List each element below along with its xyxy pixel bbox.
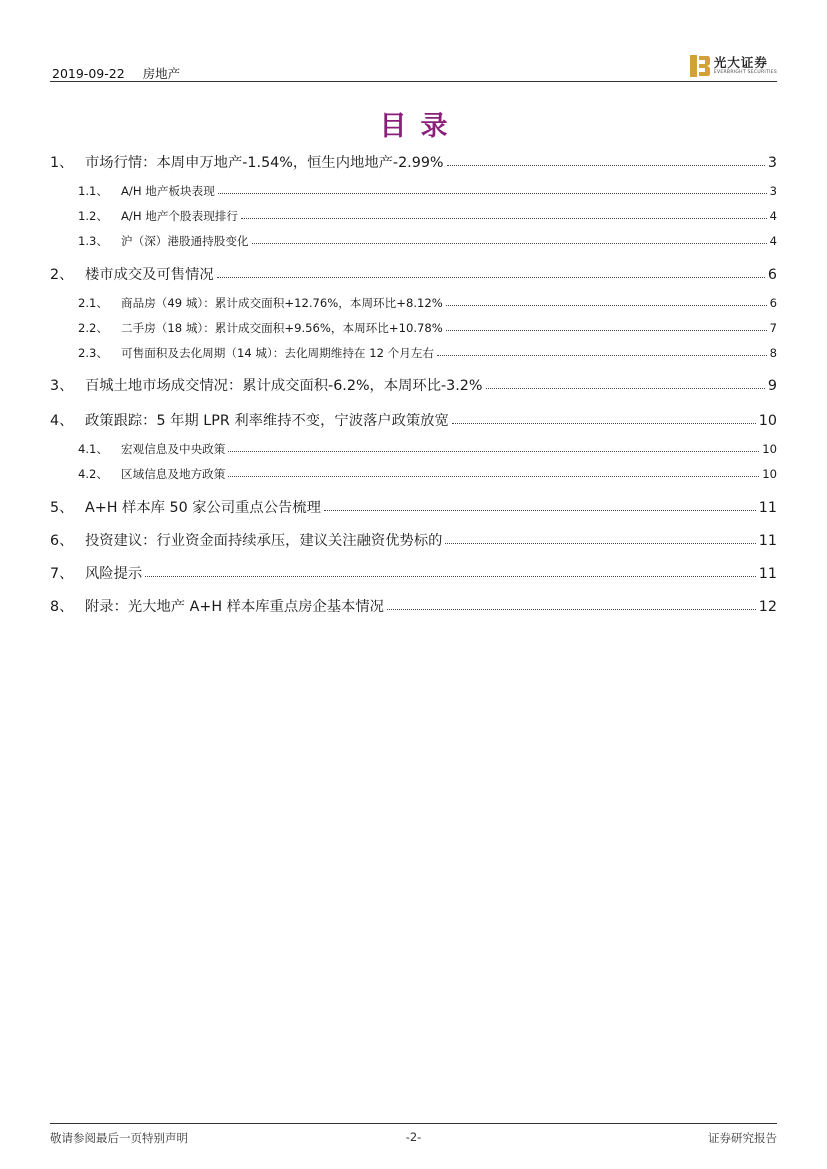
toc-dot-leader — [486, 387, 765, 389]
toc-entry[interactable] — [50, 442, 777, 457]
toc-entry-number: 4.2、 — [78, 467, 109, 481]
toc-entry-number: 1.2、 — [78, 209, 109, 223]
page-title: 目录 — [379, 111, 462, 142]
toc-entry[interactable] — [50, 154, 777, 172]
toc-entry-page[interactable]: 8 — [769, 346, 777, 360]
toc-entry-number: 2.2、 — [78, 321, 109, 335]
toc-dot-leader — [387, 608, 756, 610]
toc-entry-number: 1.1、 — [78, 184, 109, 198]
footer-disclaimer: 敬请参阅最后一页特别声明 — [50, 1131, 188, 1145]
toc-entry-number: 2.1、 — [78, 296, 109, 310]
toc-entry-page[interactable]: 6 — [769, 296, 777, 310]
toc-entry-label[interactable]: A/H 地产个股表现排行 — [121, 209, 238, 223]
toc-entry-label[interactable]: 市场行情：本周申万地产-1.54%，恒生内地地产-2.99% — [85, 155, 444, 171]
toc-entry[interactable] — [50, 346, 777, 361]
toc-entry-number: 4.1、 — [78, 442, 109, 456]
toc-entry-page[interactable]: 12 — [758, 599, 777, 615]
toc-entry-label[interactable]: 楼市成交及可售情况 — [85, 267, 214, 283]
toc-entry[interactable] — [50, 296, 777, 311]
toc-entry-page[interactable]: 10 — [758, 413, 777, 429]
toc-dot-leader — [252, 242, 767, 244]
toc-entry-number: 4、 — [50, 413, 74, 429]
toc-entry-page[interactable]: 4 — [769, 209, 777, 223]
toc-entry-page[interactable]: 3 — [767, 155, 777, 171]
toc-entry[interactable] — [50, 184, 777, 199]
toc-entry-page[interactable]: 9 — [767, 378, 777, 394]
toc-entry[interactable] — [50, 412, 777, 430]
page-footer — [50, 1123, 777, 1146]
toc-dot-leader — [452, 422, 756, 424]
toc-entry[interactable] — [50, 565, 777, 583]
page-header — [50, 52, 777, 82]
toc-entry-page[interactable]: 11 — [758, 533, 777, 549]
footer-page-number: -2- — [405, 1130, 422, 1144]
toc-dot-leader — [447, 164, 765, 166]
toc-entry-number: 6、 — [50, 533, 74, 549]
toc-entry[interactable] — [50, 266, 777, 284]
toc-dot-leader — [228, 475, 759, 477]
table-of-contents — [50, 154, 777, 616]
toc-entry-label[interactable]: 二手房（18 城）：累计成交面积+9.56%，本周环比+10.78% — [121, 321, 443, 335]
toc-entry-number: 3、 — [50, 378, 74, 394]
toc-dot-leader — [437, 354, 767, 356]
toc-entry-page[interactable]: 10 — [762, 467, 777, 481]
toc-entry-number: 8、 — [50, 599, 74, 615]
toc-entry[interactable] — [50, 598, 777, 616]
toc-dot-leader — [228, 450, 759, 452]
toc-entry-label[interactable]: A+H 样本库 50 家公司重点公告梳理 — [85, 500, 321, 516]
toc-entry-number: 2.3、 — [78, 346, 109, 360]
toc-entry[interactable] — [50, 321, 777, 336]
report-sector: 房地产 — [142, 66, 181, 81]
header-rule — [50, 81, 777, 82]
toc-entry-label[interactable]: 附录：光大地产 A+H 样本库重点房企基本情况 — [85, 599, 384, 615]
footer-doc-type: 证券研究报告 — [708, 1131, 777, 1145]
toc-entry-label[interactable]: 宏观信息及中央政策 — [121, 442, 226, 456]
toc-dot-leader — [218, 192, 767, 194]
toc-entry-label[interactable]: 投资建议：行业资金面持续承压，建议关注融资优势标的 — [85, 533, 443, 549]
toc-entry-label[interactable]: 百城土地市场成交情况：累计成交面积-6.2%，本周环比-3.2% — [85, 378, 483, 394]
toc-dot-leader — [446, 329, 767, 331]
toc-entry-number: 7、 — [50, 566, 74, 582]
toc-entry[interactable] — [50, 377, 777, 395]
toc-entry-number: 1、 — [50, 155, 74, 171]
toc-entry-label[interactable]: 沪（深）港股通持股变化 — [121, 234, 249, 248]
toc-dot-leader — [445, 542, 755, 544]
toc-entry-page[interactable]: 7 — [769, 321, 777, 335]
toc-entry[interactable] — [50, 467, 777, 482]
toc-entry-number: 2、 — [50, 267, 74, 283]
toc-entry[interactable] — [50, 234, 777, 249]
toc-entry[interactable] — [50, 499, 777, 517]
toc-entry-label[interactable]: 区域信息及地方政策 — [121, 467, 226, 481]
toc-dot-leader — [241, 217, 767, 219]
toc-entry-label[interactable]: A/H 地产板块表现 — [121, 184, 215, 198]
toc-entry-number: 5、 — [50, 500, 74, 516]
toc-entry-page[interactable]: 4 — [769, 234, 777, 248]
toc-entry-label[interactable]: 政策跟踪：5 年期 LPR 利率维持不变，宁波落户政策放宽 — [85, 413, 449, 429]
toc-dot-leader — [217, 276, 765, 278]
logo-name-en: EVERBRIGHT SECURITIES — [713, 70, 777, 75]
company-logo — [689, 54, 777, 78]
toc-entry-number: 1.3、 — [78, 234, 109, 248]
toc-entry[interactable] — [50, 209, 777, 224]
toc-dot-leader — [446, 304, 767, 306]
toc-entry-page[interactable]: 10 — [762, 442, 777, 456]
toc-entry[interactable] — [50, 532, 777, 550]
header-meta — [52, 64, 194, 82]
toc-entry-page[interactable]: 11 — [758, 566, 777, 582]
report-date: 2019-09-22 — [52, 66, 125, 81]
toc-entry-page[interactable]: 3 — [769, 184, 777, 198]
toc-entry-page[interactable]: 11 — [758, 500, 777, 516]
toc-dot-leader — [145, 575, 756, 577]
toc-dot-leader — [324, 509, 756, 511]
toc-entry-label[interactable]: 风险提示 — [85, 566, 143, 582]
toc-entry-label[interactable]: 商品房（49 城）：累计成交面积+12.76%，本周环比+8.12% — [121, 296, 443, 310]
toc-entry-page[interactable]: 6 — [767, 267, 777, 283]
toc-entry-label[interactable]: 可售面积及去化周期（14 城）：去化周期维持在 12 个月左右 — [121, 346, 435, 360]
logo-name-cn: 光大证券 — [713, 54, 768, 70]
everbright-logo-icon — [689, 54, 711, 78]
